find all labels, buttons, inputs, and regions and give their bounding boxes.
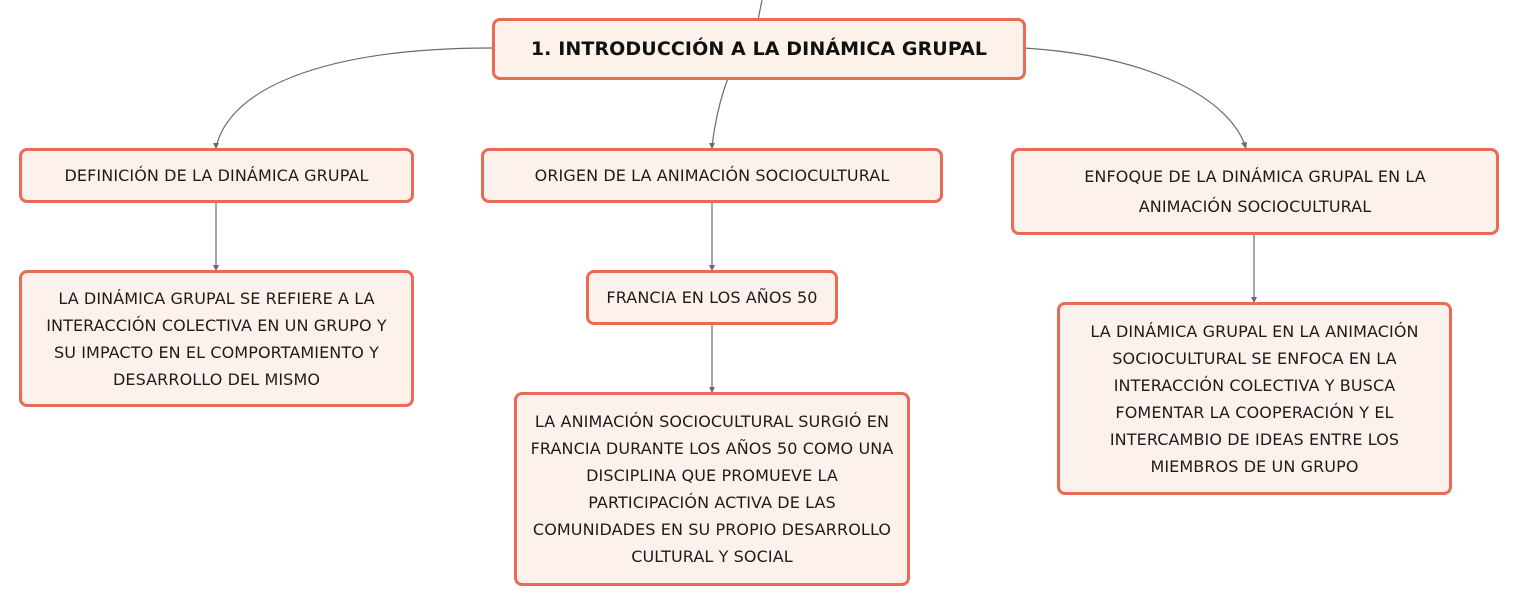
topic-definicion[interactable] [19, 148, 414, 203]
topic-enfoque[interactable] [1011, 148, 1499, 235]
subtopic-origen-detail-label: LA ANIMACIÓN SOCIOCULTURAL SURGIÓ EN FRANCIA DURANTE LOS AÑOS 50 COMO UNA DISCIPLINA QUE PROMUEVE LA PARTICIPACIÓN ACTIVA DE LAS COMUNIDADES EN SU PROPIO DESARROLLO CULTURAL Y SOCIAL [530, 412, 894, 566]
topic-origen-label: ORIGEN DE LA ANIMACIÓN SOCIOCULTURAL [534, 166, 890, 185]
subtopic-definicion-detail[interactable] [19, 270, 414, 407]
subtopic-origen-detail[interactable] [514, 392, 910, 586]
topic-definicion-label: DEFINICIÓN DE LA DINÁMICA GRUPAL [64, 166, 369, 185]
topic-enfoque-label: ENFOQUE DE LA DINÁMICA GRUPAL EN LA ANIMACIÓN SOCIOCULTURAL [1084, 166, 1426, 216]
subtopic-francia[interactable] [586, 270, 838, 325]
root-topic-label: 1. INTRODUCCIÓN A LA DINÁMICA GRUPAL [530, 38, 988, 60]
connector-incoming [758, 0, 762, 20]
subtopic-enfoque-detail-label: LA DINÁMICA GRUPAL EN LA ANIMACIÓN SOCIOCULTURAL SE ENFOCA EN LA INTERACCIÓN COLECTIVA Y BUSCA FOMENTAR LA COOPERACIÓN Y EL INTERCAMBIO DE IDEAS ENTRE LOS MIEMBROS DE UN GRUPO [1090, 321, 1419, 476]
connector-root-to-definition [216, 48, 492, 148]
subtopic-enfoque-detail[interactable] [1057, 302, 1452, 495]
topic-origen[interactable] [481, 148, 943, 203]
root-topic-node[interactable] [492, 18, 1026, 80]
subtopic-definicion-detail-label: LA DINÁMICA GRUPAL SE REFIERE A LA INTERACCIÓN COLECTIVA EN UN GRUPO Y SU IMPACTO EN EL COMPORTAMIENTO Y DESARROLLO DEL MISMO [46, 288, 387, 389]
subtopic-francia-label: FRANCIA EN LOS AÑOS 50 [606, 288, 818, 307]
connector-root-to-enfoque [1024, 48, 1246, 148]
connector-root-to-origin [712, 78, 728, 148]
